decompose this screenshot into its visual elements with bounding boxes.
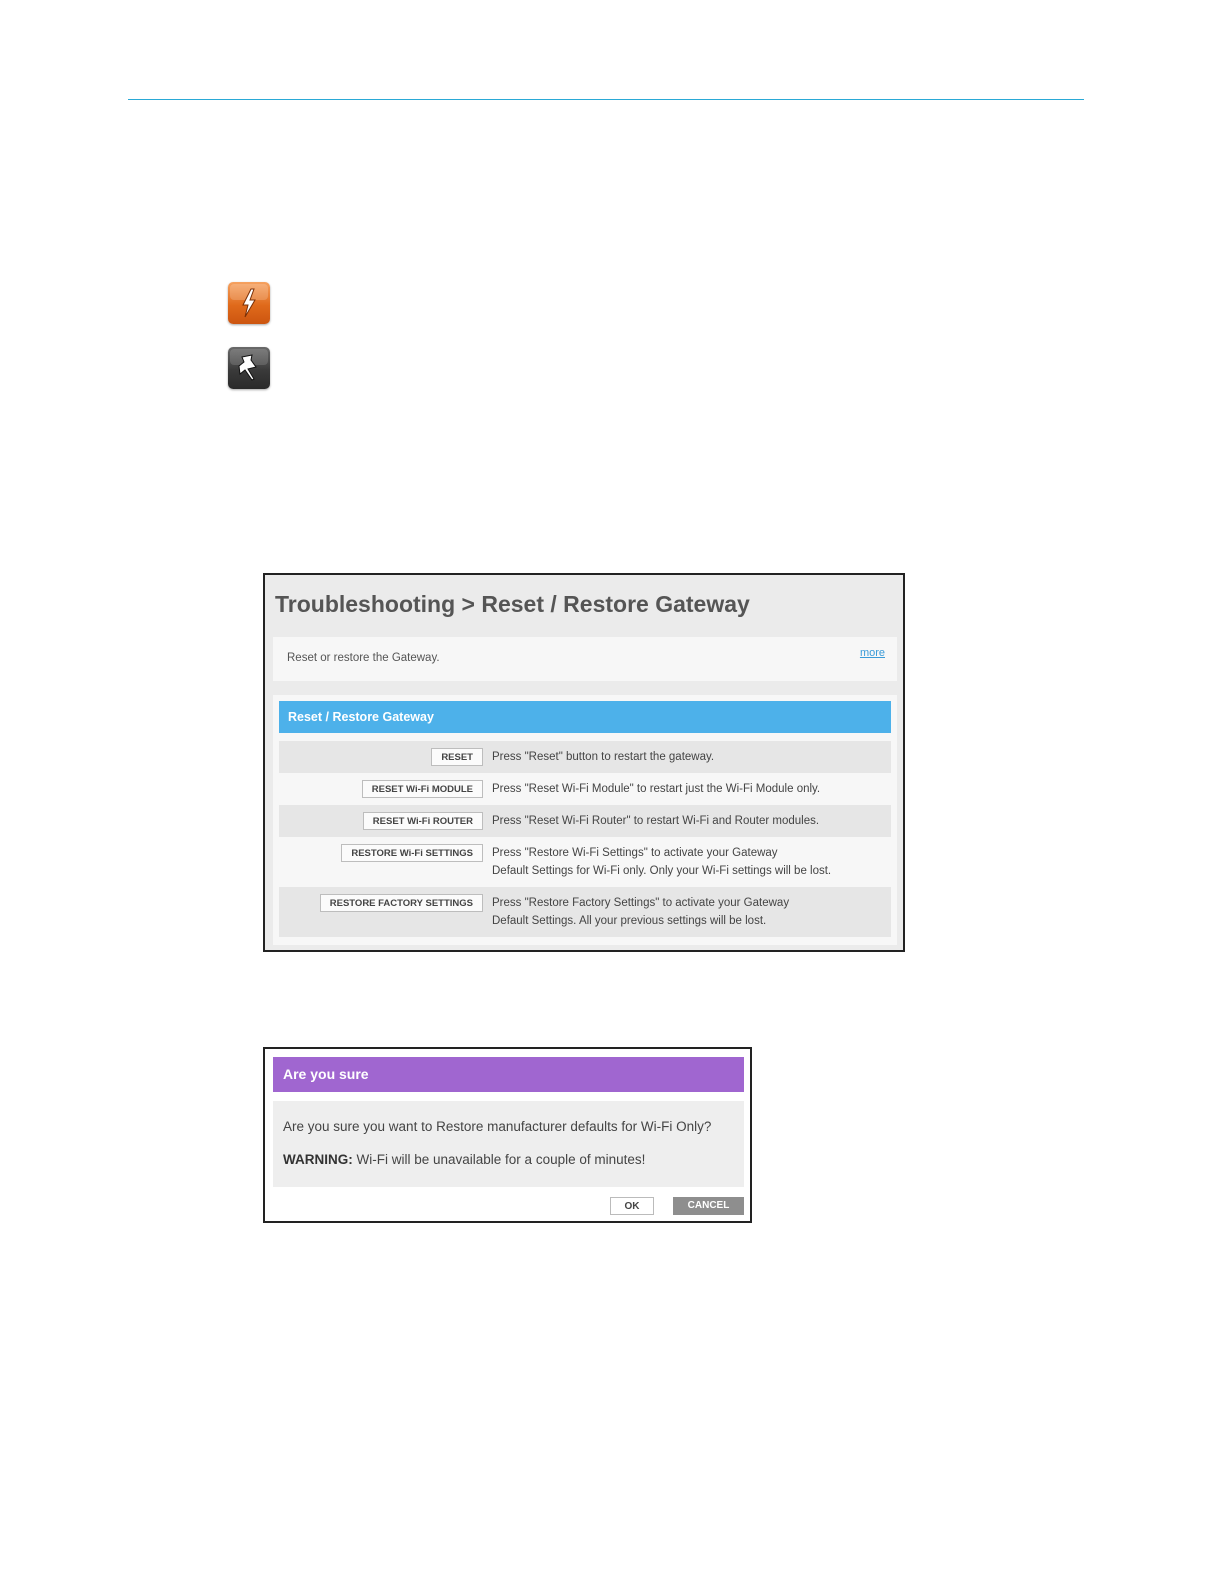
reset-wifi-module-row <box>279 773 891 805</box>
restore-wifi-settings-button[interactable]: RESTORE Wi-Fi SETTINGS <box>341 844 483 862</box>
restore-factory-settings-description-2: Default Settings. All your previous settings will be lost. <box>492 915 767 927</box>
reset-description: Press "Reset" button to restart the gateway. <box>492 751 715 763</box>
restore-wifi-settings-description-2: Default Settings for Wi-Fi only. Only your Wi-Fi settings will be lost. <box>492 865 832 877</box>
description-text: Reset or restore the Gateway. <box>287 652 440 664</box>
ok-button[interactable]: OK <box>610 1197 654 1215</box>
restore-factory-settings-button[interactable]: RESTORE FACTORY SETTINGS <box>320 894 483 912</box>
lightning-icon <box>228 282 270 324</box>
reset-restore-screenshot <box>263 573 905 952</box>
dialog-warning <box>283 1152 645 1167</box>
reset-wifi-router-row <box>279 805 891 837</box>
reset-panel <box>273 695 897 945</box>
page-title: Troubleshooting > Reset / Restore Gateway <box>275 591 750 617</box>
restore-wifi-settings-row <box>279 837 891 887</box>
reset-wifi-router-button[interactable]: RESET Wi-Fi ROUTER <box>363 812 483 830</box>
reset-button[interactable]: RESET <box>431 748 483 766</box>
description-panel <box>273 637 897 681</box>
panel-title: Reset / Restore Gateway <box>279 701 891 733</box>
cancel-button[interactable]: CANCEL <box>673 1197 744 1215</box>
pushpin-icon <box>228 347 270 389</box>
dialog-question: Are you sure you want to Restore manufacturer defaults for Wi-Fi Only? <box>283 1119 712 1134</box>
reset-row <box>279 741 891 773</box>
confirm-dialog-screenshot <box>263 1047 752 1223</box>
restore-factory-settings-row <box>279 887 891 937</box>
warning-text: Wi-Fi will be unavailable for a couple of minutes! <box>352 1152 646 1167</box>
restore-wifi-settings-description: Press "Restore Wi-Fi Settings" to activate your Gateway <box>492 847 778 859</box>
dialog-title: Are you sure <box>273 1057 744 1092</box>
header-rule <box>128 99 1084 100</box>
warning-label: WARNING: <box>283 1152 353 1167</box>
reset-wifi-module-button[interactable]: RESET Wi-Fi MODULE <box>362 780 483 798</box>
more-link[interactable]: more <box>859 647 885 659</box>
restore-factory-settings-description: Press "Restore Factory Settings" to activate your Gateway <box>492 897 790 909</box>
dialog-body <box>273 1101 744 1187</box>
reset-wifi-router-description: Press "Reset Wi-Fi Router" to restart Wi-Fi and Router modules. <box>492 815 820 827</box>
reset-wifi-module-description: Press "Reset Wi-Fi Module" to restart just the Wi-Fi Module only. <box>492 783 821 795</box>
